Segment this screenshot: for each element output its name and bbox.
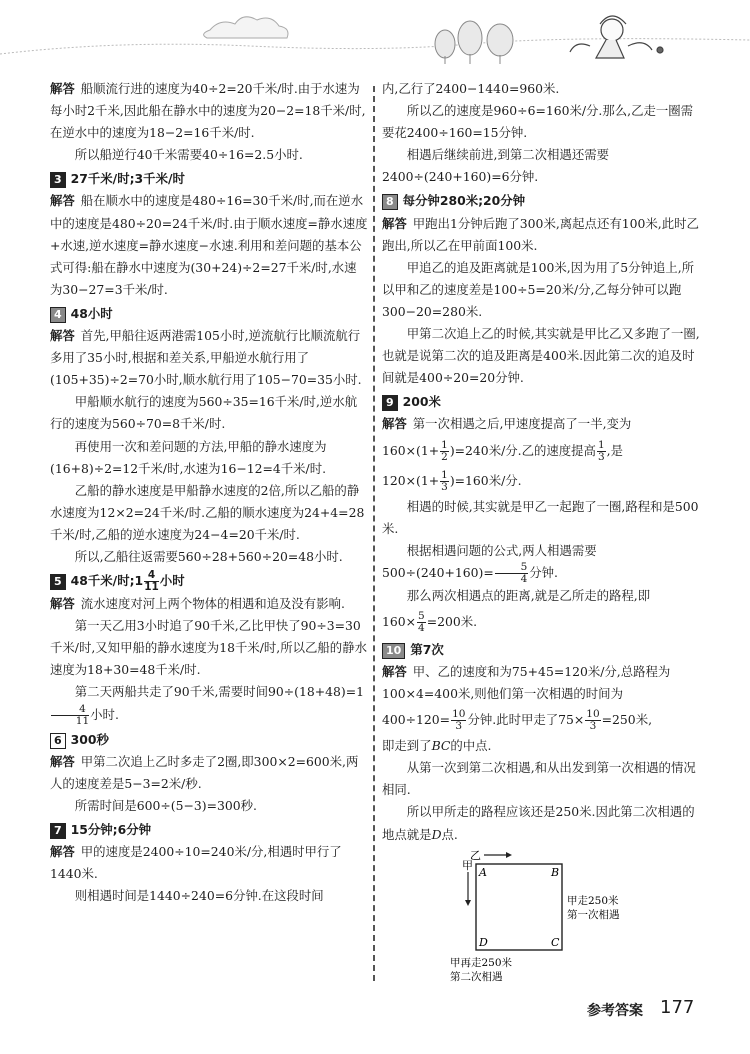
vertex-c: C bbox=[551, 935, 560, 949]
answer-paragraph: 再使用一次和差问题的方法,甲船的静水速度为(16+8)÷2=12千米/时,水速为16−12=4千米/时. bbox=[50, 438, 327, 476]
question-number: 5 bbox=[50, 574, 66, 590]
footer-section-label: 参考答案 bbox=[587, 1003, 643, 1019]
vertex-d: D bbox=[479, 935, 488, 949]
answer-paragraph: 解答 船顺流行进的速度为40÷2=20千米/时.由于水速为每小时2千米,因此船在静水中的速度为20−2=18千米/时,在逆水中的速度为18−2=16千米/时. bbox=[50, 81, 366, 141]
header-decoration bbox=[0, 0, 750, 70]
fraction: $\frac{1}{3}$ bbox=[597, 438, 605, 463]
question-number: 3 bbox=[50, 172, 66, 188]
answer-paragraph: 所以甲所走的路程应该还是250米.因此第二次相遇的地点就是D点. bbox=[382, 804, 695, 842]
note-second-meet: 甲再走250米 bbox=[450, 956, 513, 969]
answer-paragraph: 从第一次到第二次相遇,和从出发到第一次相遇的情况相同. bbox=[382, 760, 696, 798]
fraction: $\frac{5}{4}$ bbox=[418, 609, 425, 634]
fraction: $\frac{5}{4}$ bbox=[495, 562, 528, 585]
answer-paragraph: 解答 甲第二次追上乙时多走了2圈,即300×2=600米,两人的速度差是5−3=2米/秒. bbox=[50, 753, 359, 791]
answer-paragraph: 解答 船在顺水中的速度是480÷16=30千米/时,而在逆水中的速度是480÷20=24千米/时.由于顺水速度=静水速度+水速,逆水速度=静水速度−水速.利用和差问题的基本公式可得:船在静水中速度为(30+24)÷2=27千米/时,水速为30−27=3千米/时. bbox=[50, 193, 368, 297]
cloud-icon bbox=[204, 17, 288, 38]
column-divider bbox=[373, 86, 375, 981]
note-first-meet: 甲走250米 bbox=[567, 894, 619, 907]
answer-paragraph: 根据相遇问题的公式,两人相遇需要500÷(240+160)= $\frac{5}{4}$ 分钟. bbox=[382, 542, 597, 585]
answer-paragraph: 即走到了BC的中点. bbox=[382, 738, 492, 754]
question-number: 10 bbox=[382, 643, 405, 659]
left-column bbox=[50, 78, 368, 907]
formula-line: 120×(1+ $\frac{1}{3}$ )=160米/分. bbox=[382, 468, 522, 493]
arrow-head bbox=[506, 852, 512, 858]
question-number: 6 bbox=[50, 733, 66, 749]
vertex-a: A bbox=[479, 865, 487, 879]
fraction: $\frac{4}{11}$ bbox=[144, 569, 159, 594]
answer-paragraph: 第二天两船共走了90千米,需要时间90÷(18+48)=1 $\frac{4}{11}$ 小时. bbox=[50, 681, 368, 726]
label-yi: 乙 bbox=[470, 849, 481, 862]
answer-paragraph: 则相遇时间是1440÷240=6分钟.在这段时间 bbox=[74, 888, 324, 904]
fraction: $\frac{10}{3}$ bbox=[452, 708, 466, 733]
question-number: 8 bbox=[382, 194, 398, 210]
answer-paragraph: 第一天乙用3小时追了90千米,乙比甲快了90÷3=30千米/时,又知甲船的静水速度为18千米/时,所以乙船的静水速度为18+30=48千米/时. bbox=[50, 618, 367, 678]
answer-paragraph: 解答 首先,甲船往返两港需105小时,逆流航行比顺流航行多用了35小时,根据和差关系,甲船逆水航行用了(105+35)÷2=70小时,顺水航行用了105−70=35小时. bbox=[50, 328, 362, 388]
answer-paragraph: 解答 甲、乙的速度和为75+45=120米/分,总路程为100×4=400米,则他们第一次相遇的时间为 bbox=[382, 663, 671, 702]
right-column bbox=[382, 78, 704, 990]
page-number: 177 bbox=[660, 997, 695, 1018]
formula-line: 160×(1+ $\frac{1}{2}$ )=240米/分.乙的速度提高 $\frac{1}{3}$ ,是 bbox=[382, 438, 623, 463]
question-heading-8: 8 每分钟280米;20分钟 bbox=[382, 190, 704, 212]
trees-icon bbox=[435, 21, 513, 64]
answer-paragraph: 所以,乙船往返需要560÷28+560÷20=48小时. bbox=[74, 548, 343, 564]
fraction: $\frac{1}{3}$ bbox=[441, 468, 448, 493]
answer-paragraph: 甲船顺水航行的速度为560÷35=16千米/时,逆水航行的速度为560÷70=8千米/时. bbox=[50, 394, 358, 432]
answer-paragraph: 所需时间是600÷(5−3)=300秒. bbox=[74, 797, 257, 813]
answer-paragraph: 解答 流水速度对河上两个物体的相遇和追及没有影响. bbox=[50, 596, 345, 612]
question-number: 9 bbox=[382, 395, 398, 411]
fraction: $\frac{1}{2}$ bbox=[441, 438, 448, 463]
answer-paragraph: 那么两次相遇点的距离,就是乙所走的路程,即 bbox=[406, 587, 651, 603]
formula-line: 160× $\frac{5}{4}$ =200米. bbox=[382, 609, 478, 634]
question-heading-10: 10 第7次 bbox=[382, 639, 704, 661]
question-heading-7: 7 15分钟;6分钟 bbox=[50, 819, 368, 841]
question-number: 4 bbox=[50, 307, 66, 323]
answer-paragraph: 解答 第一次相遇之后,甲速度提高了一半,变为 bbox=[382, 416, 632, 432]
answer-paragraph: 内,乙行了2400−1440=960米. bbox=[382, 81, 560, 96]
answer-paragraph: 所以乙的速度是960÷6=160米/分.那么,乙走一圈需要花2400÷160=15分钟. bbox=[382, 103, 694, 141]
answer-paragraph: 所以船逆行40千米需要40÷16=2.5小时. bbox=[74, 147, 303, 163]
vertex-b: B bbox=[551, 865, 560, 879]
question-heading-6: 6 300秒 bbox=[50, 729, 368, 751]
answer-paragraph: 相遇后继续前进,到第二次相遇还需要2400÷(240+160)=6分钟. bbox=[382, 147, 609, 185]
fraction: $\frac{10}{3}$ bbox=[586, 708, 600, 733]
fraction: $\frac{4}{11}$ bbox=[51, 704, 89, 727]
note-first-meet: 第一次相遇 bbox=[567, 908, 620, 921]
square-track-diagram bbox=[382, 850, 704, 990]
question-heading-3: 3 27千米/时;3千米/时 bbox=[50, 168, 368, 190]
answer-paragraph: 相遇的时候,其实就是甲乙一起跑了一圈,路程和是500米. bbox=[382, 498, 699, 536]
question-number: 7 bbox=[50, 823, 66, 839]
formula-line: 400÷120= $\frac{10}{3}$ 分钟.此时甲走了75× $\frac{10}{3}$ =250米, bbox=[382, 708, 653, 733]
note-second-meet: 第二次相遇 bbox=[450, 970, 503, 983]
fairy-icon bbox=[570, 16, 663, 58]
answer-paragraph: 甲追乙的追及距离就是100米,因为用了5分钟追上,所以甲和乙的速度差是100÷5=20米/分,乙每分钟可以跑300−20=280米. bbox=[382, 259, 695, 319]
answer-paragraph: 解答 甲跑出1分钟后跑了300米,离起点还有100米,此时乙跑出,所以乙在甲前面100米. bbox=[382, 215, 699, 253]
question-heading-5: 5 48千米/时;1 $\frac{4}{11}$ 小时 bbox=[50, 570, 368, 593]
answer-paragraph: 解答 甲的速度是2400÷10=240米/分,相遇时甲行了1440米. bbox=[50, 844, 342, 882]
answer-paragraph: 乙船的静水速度是甲船静水速度的2倍,所以乙船的静水速度为12×2=24千米/时.乙船的顺水速度为24+4=28千米/时,乙船的逆水速度为24−4=20千米/时. bbox=[50, 482, 365, 542]
arrow-head bbox=[465, 900, 471, 906]
question-heading-4: 4 48小时 bbox=[50, 303, 368, 325]
answer-paragraph: 甲第二次追上乙的时候,其实就是甲比乙又多跑了一圈,也就是说第二次的追及距离是400米.因此第二次的追及时间就是400÷20=20分钟. bbox=[382, 326, 700, 386]
label-jia: 甲 bbox=[462, 858, 473, 872]
question-heading-9: 9 200米 bbox=[382, 391, 704, 413]
track-square bbox=[476, 864, 562, 950]
